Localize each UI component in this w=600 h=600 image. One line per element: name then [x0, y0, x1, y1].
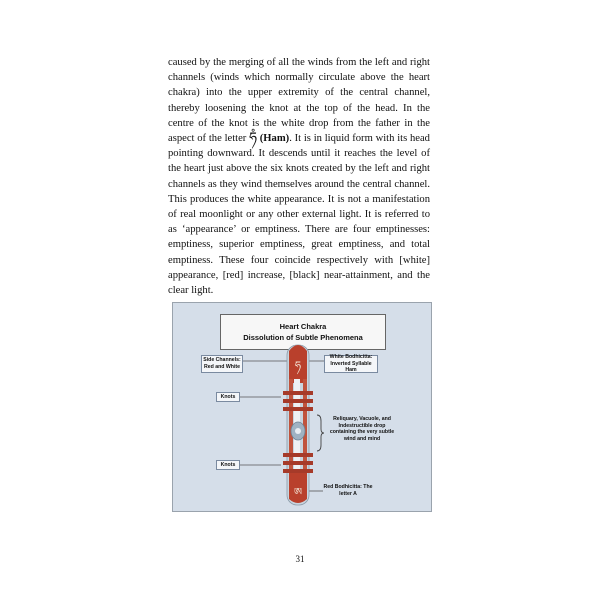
inverted-ham-glyph: ཧ	[294, 359, 302, 372]
reliquary-brace	[317, 415, 324, 451]
figure-title-line1: Heart Chakra	[279, 322, 327, 331]
knot-ring	[283, 469, 313, 473]
knot-ring	[283, 407, 313, 411]
body-text	[168, 55, 430, 298]
page-number: 31	[295, 554, 305, 564]
label-reliquary: Reliquary, Vacuole, and Indestructible drop containing the very subtle wind and mind	[329, 416, 395, 442]
knot-ring	[283, 461, 313, 465]
label-red-bodhicitta: Red Bodhicitta: The letter A	[323, 484, 373, 497]
knot-ring	[283, 453, 313, 457]
letter-a-glyph: ཨ	[293, 487, 303, 498]
ham-word: (Ham)	[259, 133, 290, 145]
heart-chakra-figure	[172, 302, 432, 512]
drop-core	[295, 428, 301, 434]
paragraph-part-1: caused by the merging of all the winds from the left and right channels (winds which normally circulate above the heart chakra) into the upper extremity of the central channel, thereby loosening the knot at the top of the head. In the centre of the knot is the white drop from the father in the aspect of the letter	[168, 57, 430, 145]
label-knots-lower: Knots	[216, 460, 240, 470]
label-white-bodhicitta: White Bodhicitta: Inverted Syllable Ham	[324, 355, 378, 373]
paragraph-part-2: . It is in liquid form with its head pointing downward. It descends until it reaches the level of the heart just above the six knots created by the left and right channels as they wind themselves around the central channel. This produces the white appearance. It is not a manifestation of real moonlight or any other external light. It is referred to as ‘appearance’ or emptiness. There are four emptinesses: emptiness, superior emptiness, great emptiness, and total emptiness. These four coincide respectively with [white] appearance, [red] increase, [black] near-attainment, and the clear light.	[168, 133, 430, 297]
label-knots-upper: Knots	[216, 392, 240, 402]
ham-syllable-glyph: ཧཾ	[249, 131, 257, 147]
knot-ring	[283, 391, 313, 395]
knot-ring	[283, 399, 313, 403]
channel-diagram	[173, 303, 433, 513]
figure-title-line2: Dissolution of Subtle Phenomena	[243, 333, 363, 342]
body-paragraph	[168, 55, 430, 298]
label-side-channels: Side Channels: Red and White	[201, 355, 243, 373]
